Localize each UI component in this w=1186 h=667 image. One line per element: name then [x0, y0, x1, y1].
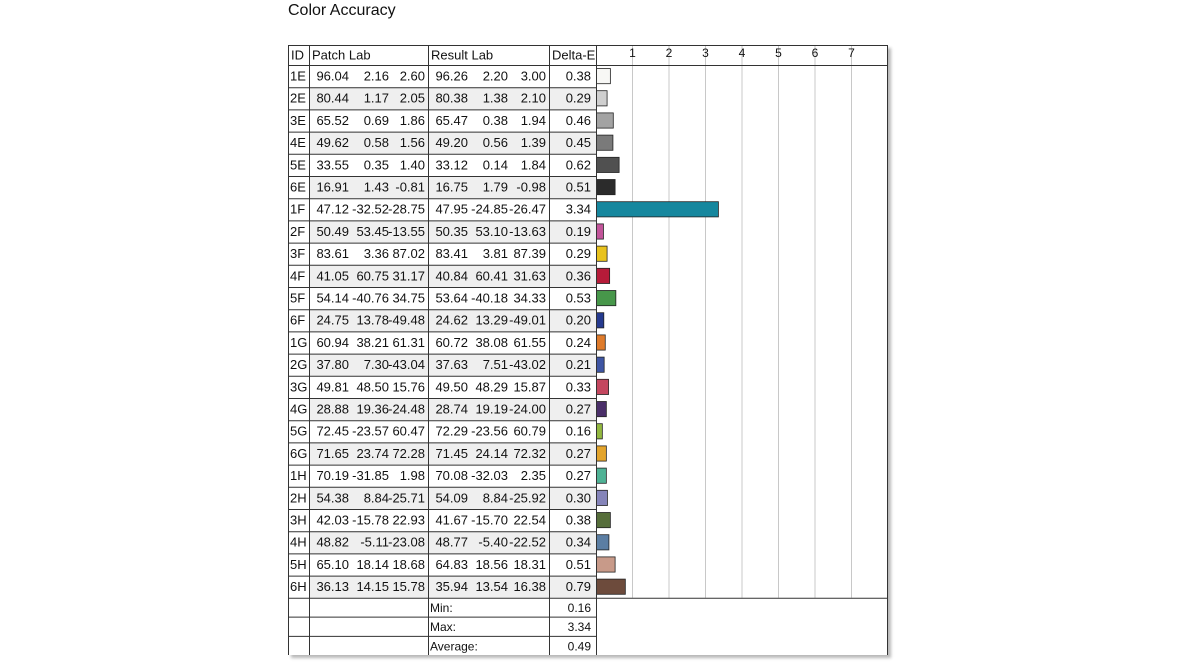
- delta-e-value: 0.24: [565, 334, 591, 350]
- patch-lab-value: 36.13: [316, 579, 349, 595]
- delta-e-bar: [597, 113, 614, 128]
- patch-lab-value: 16.91: [316, 179, 349, 195]
- delta-e-value: 0.79: [565, 579, 591, 595]
- result-lab-value: -0.98: [516, 179, 546, 195]
- patch-id: 5H: [290, 556, 307, 572]
- delta-e-bar: [597, 513, 611, 528]
- patch-lab-value: 60.47: [392, 423, 425, 439]
- patch-lab-value: 1.17: [363, 90, 389, 106]
- result-lab-value: 0.56: [482, 135, 508, 151]
- patch-lab-value: 2.60: [399, 68, 425, 84]
- delta-e-bar: [597, 579, 626, 594]
- patch-id: 2G: [290, 357, 308, 373]
- delta-e-value: 0.45: [565, 135, 591, 151]
- result-lab-value: 40.84: [435, 268, 468, 284]
- patch-lab-value: 38.21: [356, 334, 389, 350]
- page-title: Color Accuracy: [288, 2, 396, 19]
- patch-lab-value: 1.40: [399, 157, 425, 173]
- patch-lab-value: 31.17: [392, 268, 425, 284]
- patch-id: 4G: [290, 401, 308, 417]
- delta-e-value: 0.27: [565, 401, 591, 417]
- delta-e-bar: [597, 180, 616, 195]
- result-lab-value: 47.95: [435, 201, 468, 217]
- delta-e-bar: [597, 69, 611, 84]
- patch-id: 2F: [290, 223, 306, 239]
- result-lab-value: 7.51: [482, 357, 508, 373]
- result-lab-value: 61.55: [513, 334, 546, 350]
- result-lab-value: -24.00: [509, 401, 546, 417]
- column-header-id: ID: [291, 47, 304, 63]
- result-lab-value: 96.26: [435, 68, 468, 84]
- result-lab-value: 54.09: [435, 490, 468, 506]
- patch-lab-value: 65.10: [316, 556, 349, 572]
- result-lab-value: -32.03: [471, 468, 508, 484]
- patch-lab-value: 96.04: [316, 68, 349, 84]
- patch-lab-value: 24.75: [316, 312, 349, 328]
- delta-e-bar: [597, 91, 608, 106]
- patch-id: 5F: [290, 290, 306, 306]
- patch-lab-value: 70.19: [316, 468, 349, 484]
- patch-lab-value: -24.48: [388, 401, 425, 417]
- patch-lab-value: 61.31: [392, 334, 425, 350]
- summary-label: Average:: [430, 639, 478, 654]
- patch-lab-value: -40.76: [352, 290, 389, 306]
- result-lab-value: 2.35: [520, 468, 546, 484]
- patch-lab-value: 2.16: [363, 68, 389, 84]
- patch-id: 3H: [290, 512, 307, 528]
- patch-id: 3G: [290, 379, 308, 395]
- result-lab-value: 19.19: [475, 401, 508, 417]
- delta-e-value: 0.51: [565, 556, 591, 572]
- patch-id: 6F: [290, 312, 306, 328]
- patch-lab-value: 53.45: [356, 223, 389, 239]
- result-lab-value: 64.83: [435, 556, 468, 572]
- delta-e-bar: [597, 135, 613, 150]
- patch-id: 1H: [290, 468, 307, 484]
- patch-lab-value: 0.58: [363, 135, 389, 151]
- result-lab-value: 34.33: [513, 290, 546, 306]
- patch-lab-value: 18.68: [392, 556, 425, 572]
- patch-lab-value: 60.75: [356, 268, 389, 284]
- patch-lab-value: 1.86: [399, 112, 425, 128]
- patch-lab-value: 14.15: [356, 579, 389, 595]
- delta-e-bar: [597, 313, 604, 328]
- patch-lab-value: 37.80: [316, 357, 349, 373]
- result-lab-value: 24.62: [435, 312, 468, 328]
- delta-e-value: 0.33: [565, 379, 591, 395]
- patch-lab-value: -43.04: [388, 357, 425, 373]
- patch-id: 3F: [290, 246, 306, 262]
- patch-lab-value: 48.82: [316, 534, 349, 550]
- result-lab-value: -23.56: [471, 423, 508, 439]
- patch-id: 6G: [290, 445, 308, 461]
- summary-label: Min:: [430, 600, 453, 615]
- x-tick-label: 1: [629, 46, 636, 60]
- patch-lab-value: -23.57: [352, 423, 389, 439]
- patch-lab-value: 83.61: [316, 246, 349, 262]
- result-lab-value: 65.47: [435, 112, 468, 128]
- delta-e-value: 0.29: [565, 246, 591, 262]
- delta-e-bar: [597, 335, 606, 350]
- delta-e-value: 0.21: [565, 357, 591, 373]
- delta-e-value: 0.30: [565, 490, 591, 506]
- delta-e-bar: [597, 357, 605, 372]
- patch-lab-value: 23.74: [356, 445, 389, 461]
- x-tick-label: 4: [738, 46, 746, 60]
- result-lab-value: -15.70: [471, 512, 508, 528]
- result-lab-value: 3.81: [482, 246, 508, 262]
- result-lab-value: 49.50: [435, 379, 468, 395]
- delta-e-value: 0.53: [565, 290, 591, 306]
- patch-id: 5E: [290, 157, 306, 173]
- x-tick-label: 3: [702, 46, 709, 60]
- delta-e-bar: [597, 202, 719, 217]
- result-lab-value: 83.41: [435, 246, 468, 262]
- delta-e-value: 0.20: [565, 312, 591, 328]
- patch-lab-value: 8.84: [363, 490, 389, 506]
- result-lab-value: -40.18: [471, 290, 508, 306]
- patch-lab-value: 49.81: [316, 379, 349, 395]
- patch-lab-value: 1.56: [399, 135, 425, 151]
- patch-lab-value: 13.78: [356, 312, 389, 328]
- delta-e-bar: [597, 224, 604, 239]
- delta-e-bar: [597, 557, 616, 572]
- result-lab-value: 33.12: [435, 157, 468, 173]
- result-lab-value: 49.20: [435, 135, 468, 151]
- result-lab-value: 22.54: [513, 512, 546, 528]
- patch-lab-value: 2.05: [399, 90, 425, 106]
- result-lab-value: 1.38: [482, 90, 508, 106]
- result-lab-value: 80.38: [435, 90, 468, 106]
- column-header-result-lab: Result Lab: [431, 47, 494, 63]
- result-lab-value: 1.84: [520, 157, 546, 173]
- delta-e-bar: [597, 490, 608, 505]
- patch-lab-value: 72.28: [392, 445, 425, 461]
- result-lab-value: 0.14: [482, 157, 508, 173]
- patch-lab-value: 47.12: [316, 201, 349, 217]
- patch-id: 2E: [290, 90, 306, 106]
- x-tick-label: 2: [665, 46, 673, 60]
- delta-e-bar: [597, 446, 607, 461]
- patch-lab-value: -13.55: [388, 223, 425, 239]
- patch-lab-value: 42.03: [316, 512, 349, 528]
- patch-lab-value: 33.55: [316, 157, 349, 173]
- patch-lab-value: -31.85: [352, 468, 389, 484]
- result-lab-value: -26.47: [509, 201, 546, 217]
- result-lab-value: 48.77: [435, 534, 468, 550]
- patch-lab-value: 71.65: [316, 445, 349, 461]
- patch-id: 4E: [290, 135, 306, 151]
- result-lab-value: 24.14: [475, 445, 508, 461]
- result-lab-value: 70.08: [435, 468, 468, 484]
- patch-lab-value: 22.93: [392, 512, 425, 528]
- patch-id: 5G: [290, 423, 308, 439]
- delta-e-bar: [597, 379, 609, 394]
- patch-lab-value: 1.98: [399, 468, 425, 484]
- result-lab-value: -22.52: [509, 534, 546, 550]
- patch-lab-value: 19.36: [356, 401, 389, 417]
- patch-lab-value: 18.14: [356, 556, 389, 572]
- patch-id: 1E: [290, 68, 306, 84]
- result-lab-value: 1.79: [482, 179, 508, 195]
- result-lab-value: 13.54: [475, 579, 508, 595]
- x-tick-label: 6: [811, 46, 819, 60]
- patch-lab-value: -5.11: [360, 534, 389, 550]
- patch-id: 6E: [290, 179, 306, 195]
- result-lab-value: -43.02: [509, 357, 546, 373]
- patch-id: 6H: [290, 579, 307, 595]
- result-lab-value: 71.45: [435, 445, 468, 461]
- result-lab-value: 13.29: [475, 312, 508, 328]
- delta-e-value: 0.19: [565, 223, 591, 239]
- delta-e-bar: [597, 468, 607, 483]
- result-lab-value: 18.56: [475, 556, 508, 572]
- color-accuracy-report: [288, 45, 888, 655]
- patch-lab-value: 3.36: [363, 246, 389, 262]
- delta-e-value: 3.34: [565, 201, 591, 217]
- result-lab-value: 2.10: [520, 90, 546, 106]
- result-lab-value: -13.63: [509, 223, 546, 239]
- result-lab-value: -25.92: [509, 490, 546, 506]
- patch-lab-value: 87.02: [392, 246, 425, 262]
- patch-lab-value: -25.71: [388, 490, 425, 506]
- patch-lab-value: 15.76: [392, 379, 425, 395]
- delta-e-bar: [597, 157, 620, 172]
- result-lab-value: 35.94: [435, 579, 468, 595]
- result-lab-value: 37.63: [435, 357, 468, 373]
- result-lab-value: -49.01: [509, 312, 546, 328]
- delta-e-bar: [597, 424, 603, 439]
- result-lab-value: 50.35: [435, 223, 468, 239]
- patch-lab-value: 7.30: [363, 357, 389, 373]
- result-lab-value: 87.39: [513, 246, 546, 262]
- patch-lab-value: -49.48: [388, 312, 425, 328]
- patch-id: 4F: [290, 268, 306, 284]
- result-lab-value: 1.94: [520, 112, 546, 128]
- result-lab-value: 0.38: [482, 112, 508, 128]
- patch-lab-value: -23.08: [388, 534, 425, 550]
- summary-value: 0.49: [567, 639, 591, 654]
- delta-e-value: 0.27: [565, 445, 591, 461]
- column-header-patch-lab: Patch Lab: [312, 47, 371, 63]
- result-lab-value: 60.72: [435, 334, 468, 350]
- patch-lab-value: -15.78: [352, 512, 389, 528]
- result-lab-value: 2.20: [482, 68, 508, 84]
- delta-e-value: 0.27: [565, 468, 591, 484]
- patch-lab-value: 15.78: [392, 579, 425, 595]
- result-lab-value: 41.67: [435, 512, 468, 528]
- patch-lab-value: 60.94: [316, 334, 349, 350]
- patch-lab-value: 80.44: [316, 90, 349, 106]
- result-lab-value: 53.64: [435, 290, 468, 306]
- result-lab-value: 48.29: [475, 379, 508, 395]
- patch-lab-value: -0.81: [395, 179, 425, 195]
- result-lab-value: 1.39: [520, 135, 546, 151]
- patch-lab-value: 49.62: [316, 135, 349, 151]
- delta-e-value: 0.38: [565, 512, 591, 528]
- x-tick-label: 7: [848, 46, 855, 60]
- patch-id: 1F: [290, 201, 306, 217]
- delta-e-value: 0.16: [565, 423, 591, 439]
- patch-id: 1G: [290, 334, 308, 350]
- patch-lab-value: 0.35: [363, 157, 389, 173]
- result-lab-value: 72.29: [435, 423, 468, 439]
- summary-value: 0.16: [567, 600, 591, 615]
- delta-e-value: 0.51: [565, 179, 591, 195]
- patch-id: 2H: [290, 490, 307, 506]
- result-lab-value: 8.84: [482, 490, 508, 506]
- delta-e-bar: [597, 291, 616, 306]
- summary-value: 3.34: [567, 620, 591, 635]
- result-lab-value: -5.40: [478, 534, 508, 550]
- result-lab-value: 16.38: [513, 579, 546, 595]
- delta-e-bar: [597, 535, 609, 550]
- patch-lab-value: -28.75: [388, 201, 425, 217]
- result-lab-value: 16.75: [435, 179, 468, 195]
- result-lab-value: 15.87: [513, 379, 546, 395]
- patch-lab-value: 50.49: [316, 223, 349, 239]
- patch-lab-value: 0.69: [363, 112, 389, 128]
- result-lab-value: 60.79: [513, 423, 546, 439]
- patch-lab-value: 48.50: [356, 379, 389, 395]
- result-lab-value: 31.63: [513, 268, 546, 284]
- x-tick-label: 5: [775, 46, 782, 60]
- delta-e-value: 0.34: [565, 534, 591, 550]
- patch-lab-value: -32.52: [352, 201, 389, 217]
- delta-e-bar: [597, 268, 610, 283]
- patch-id: 3E: [290, 112, 306, 128]
- column-header-delta-e: Delta-E: [552, 47, 596, 63]
- result-lab-value: 53.10: [475, 223, 508, 239]
- patch-lab-value: 54.14: [316, 290, 349, 306]
- delta-e-value: 0.62: [565, 157, 591, 173]
- patch-lab-value: 34.75: [392, 290, 425, 306]
- delta-e-value: 0.38: [565, 68, 591, 84]
- patch-lab-value: 65.52: [316, 112, 349, 128]
- delta-e-value: 0.46: [565, 112, 591, 128]
- result-lab-value: 38.08: [475, 334, 508, 350]
- patch-lab-value: 54.38: [316, 490, 349, 506]
- result-lab-value: -24.85: [471, 201, 508, 217]
- patch-lab-value: 41.05: [316, 268, 349, 284]
- result-lab-value: 18.31: [513, 556, 546, 572]
- delta-e-bar: [597, 246, 608, 261]
- patch-lab-value: 1.43: [363, 179, 389, 195]
- result-lab-value: 60.41: [475, 268, 508, 284]
- delta-e-bar: [597, 402, 607, 417]
- delta-e-value: 0.29: [565, 90, 591, 106]
- result-lab-value: 3.00: [520, 68, 546, 84]
- patch-lab-value: 72.45: [316, 423, 349, 439]
- color-accuracy-chart: [288, 45, 888, 655]
- result-lab-value: 28.74: [435, 401, 468, 417]
- delta-e-value: 0.36: [565, 268, 591, 284]
- patch-lab-value: 28.88: [316, 401, 349, 417]
- summary-label: Max:: [430, 620, 457, 635]
- result-lab-value: 72.32: [513, 445, 546, 461]
- patch-id: 4H: [290, 534, 307, 550]
